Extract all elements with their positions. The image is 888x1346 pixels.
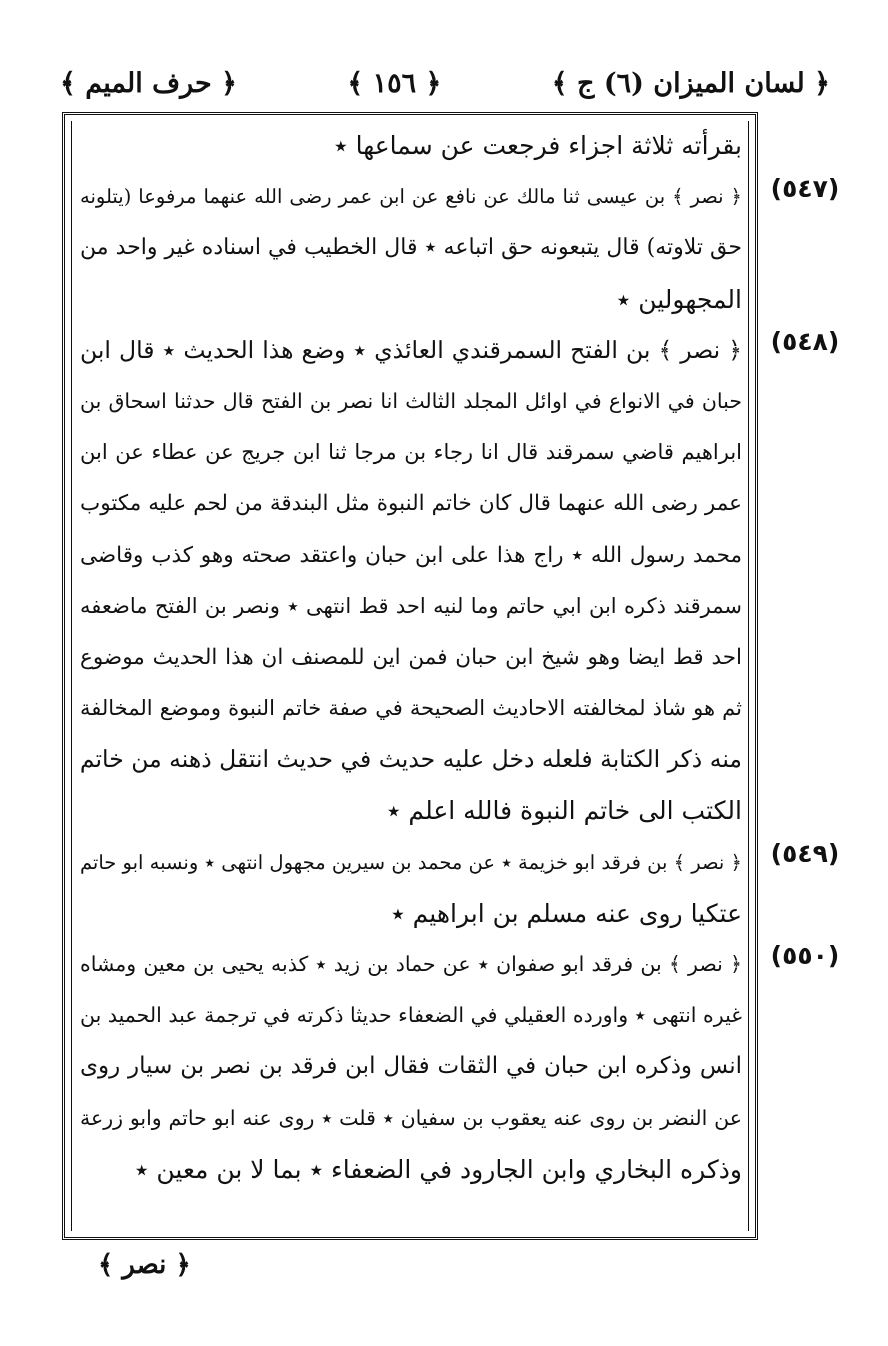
text-line: وذكره البخاري وابن الجارود في الضعفاء ٭ بما لا بن معين ٭	[134, 1154, 742, 1184]
text-line: حق تلاوته) قال يتبعونه حق اتباعه ٭ قال الخطيب في اسناده غير واحد من	[80, 235, 742, 261]
text-line: ثم هو شاذ لمخالفته الاحاديث الصحيحة في صفة خاتم النبوة وموضع المخالفة	[80, 696, 742, 721]
text-line: ﴿ نصر ﴾ بن فرقد ابو صفوان ٭ عن حماد بن زيد ٭ كذبه يحيى بن معين ومشاه	[80, 952, 742, 976]
running-header	[60, 58, 830, 108]
book-title: ﴿ لسان الميزان (٦) ج ﴾	[551, 67, 830, 99]
text-line: محمد رسول الله ٭ راج هذا على ابن حبان واعتقد صحته وهو كذب وقاضى	[80, 542, 742, 568]
entry-number: (٥٤٨)	[770, 327, 840, 356]
text-line: المجهولين ٭	[616, 284, 742, 314]
text-line: انس وذكره ابن حبان في الثقات فقال ابن فرقد بن نصر بن سيار روى	[80, 1053, 742, 1080]
page-number: ﴿ ١٥٦ ﴾	[347, 67, 442, 99]
text-line: ﴿ نصر ﴾ بن الفتح السمرقندي العائذي ٭ وضع هذا الحديث ٭ قال ابن	[80, 335, 742, 364]
section-title: ﴿ حرف الميم ﴾	[60, 67, 237, 99]
text-line: منه ذكر الكتابة فلعله دخل عليه حديث في حديث انتقل ذهنه من خاتم	[80, 745, 742, 774]
entry-number: (٥٥٠)	[770, 941, 840, 970]
text-line: ﴿ نصر ﴾ بن فرقد ابو خزيمة ٭ عن محمد بن سيرين مجهول انتهى ٭ ونسبه ابو حاتم	[80, 850, 742, 874]
text-line: الكتب الى خاتم النبوة فالله اعلم ٭	[386, 796, 742, 826]
text-line: احد قط ايضا وهو شيخ ابن حبان فمن اين للمصنف ان هذا الحديث موضوع	[80, 644, 742, 670]
text-line: عمر رضى الله عنهما قال كان خاتم النبوة مثل البندقة من لحم عليه مكتوب	[80, 491, 742, 517]
text-line: غيره انتهى ٭ واورده العقيلي في الضعفاء حديثا ذكرته في ترجمة عبد الحميد بن	[80, 1003, 742, 1028]
text-line: سمرقند ذكره ابن ابي حاتم وما لنيه احد قط انتهى ٭ ونصر بن الفتح ماضعفه	[80, 593, 742, 618]
text-body	[80, 120, 742, 1195]
text-line: ﴿ نصر ﴾ بن عيسى ثنا مالك عن نافع عن ابن عمر رضى الله عنهما مرفوعا (يتلونه	[80, 185, 742, 209]
catchword: ﴿ نصر ﴾	[98, 1250, 191, 1280]
text-line: حبان في الانواع في اوائل المجلد الثالث انا نصر بن الفتح قال حدثنا اسحاق بن	[80, 388, 742, 413]
text-line: بقرأته ثلاثة اجزاء فرجعت عن سماعها ٭	[334, 131, 742, 160]
text-line: عتكيا روى عنه مسلم بن ابراهيم ٭	[391, 898, 742, 928]
text-line: عن النضر بن روى عنه يعقوب بن سفيان ٭ قلت ٭ روى عنه ابو حاتم وابو زرعة	[80, 1105, 742, 1130]
entry-number: (٥٤٩)	[770, 839, 840, 868]
entry-number: (٥٤٧)	[770, 174, 840, 203]
text-line: ابراهيم قاضي سمرقند قال انا رجاء بن مرجا ثنا ابن جريج عن عطاء عن ابن	[80, 440, 742, 465]
